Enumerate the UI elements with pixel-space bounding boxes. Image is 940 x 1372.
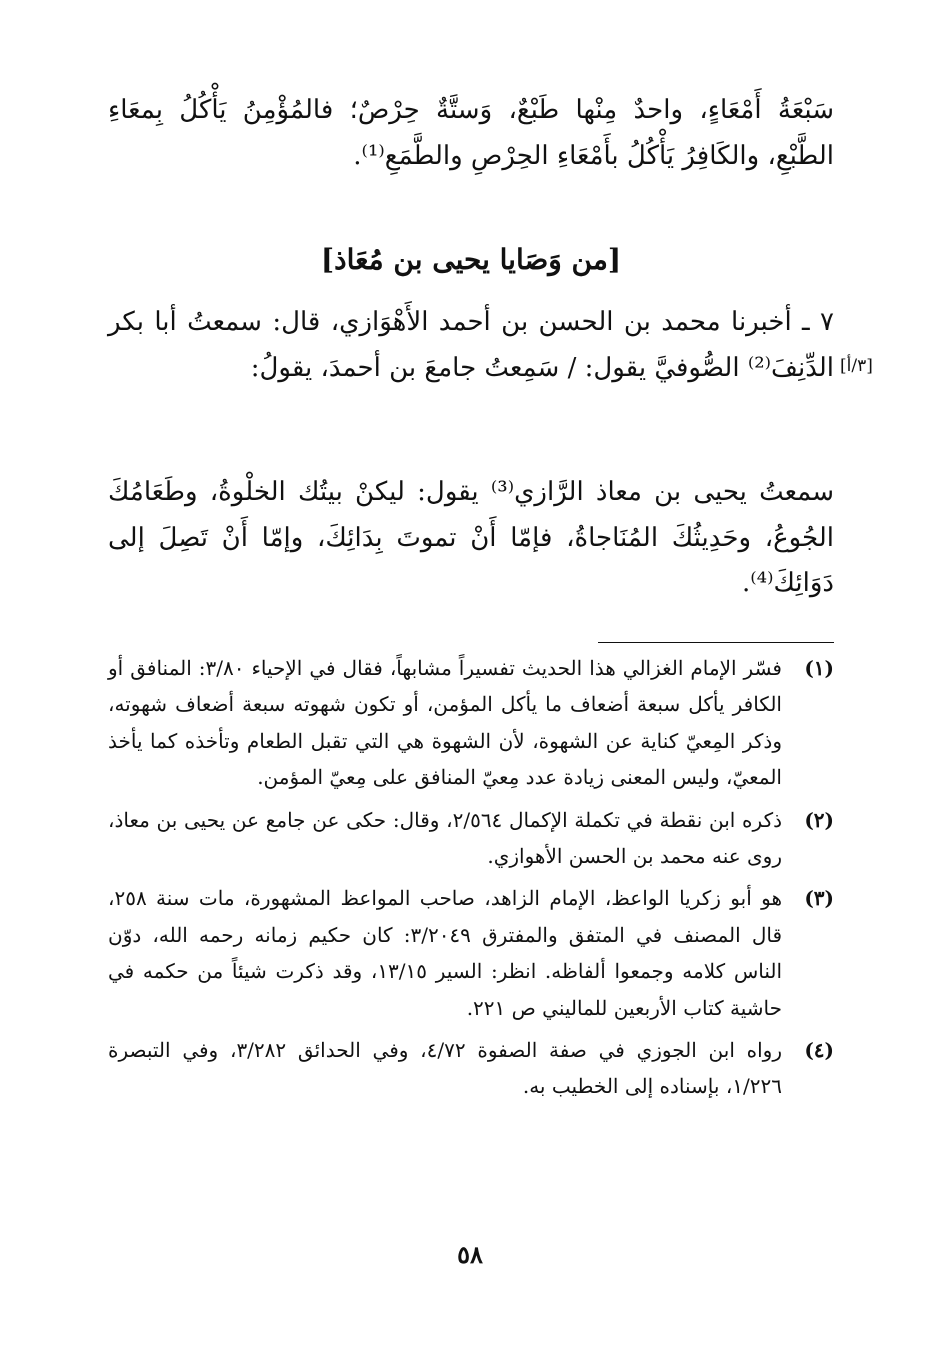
- footnote-1: [108, 650, 834, 796]
- footnote-text: رواه ابن الجوزي في صفة الصفوة ٤/٧٢، وفي الحدائق ٣/٢٨٢، وفي التبصرة ١/٢٢٦، بإسناده إلى الخطيب به.: [108, 1037, 782, 1099]
- footnote-number: (١): [804, 656, 834, 680]
- footnotes: [108, 650, 834, 1111]
- body-paragraph-1: سَبْعَةُ أَمْعَاءٍ، واحدٌ مِنْها طَبْعٌ، وَستَّةٌ حِرْصٌ؛ فالمُؤْمِنُ يَأْكُلُ بِمعَاءِ الطَّبْعِ، والكَافِرُ يَأْكُلُ بأَمْعَاءِ الحِرْصِ والطَّمَعِ⁽¹⁾.: [108, 95, 834, 171]
- section-heading: [من وَصَايا يحيى بن مُعَاذ]: [320, 243, 622, 276]
- margin-reference: [٣/أ]: [840, 356, 873, 376]
- body-paragraph-3: سمعتُ يحيى بن معاذ الرَّازي⁽³⁾ يقول: ليكنْ بيتُك الخلْوةُ، وطَعَامُكَ الجُوعُ، وحَدِيثُكَ المُنَاجاةُ، فإمّا أَنْ تموتَ بِدَائِكَ، وإمّا أَنْ تَصِلَ إلى دَوَائِكَ⁽⁴⁾.: [108, 477, 834, 598]
- body-paragraph-2: ٧ ـ أخبرنا محمد بن الحسن بن أحمد الأَهْوَازي، قال: سمعتُ أبا بكر الدِّنِفَ⁽²⁾ الصُّوفيَّ يقول: / سَمِعتُ جامعَ بن أحمدَ، يقولُ:: [108, 307, 834, 383]
- footnote-2: [108, 802, 834, 875]
- footnote-number: (٣): [804, 886, 834, 911]
- footnote-3: [108, 880, 834, 1026]
- footnote-4: [108, 1032, 834, 1105]
- footnote-number: (٤): [804, 1037, 834, 1062]
- footnote-text: فسّر الإمام الغزالي هذا الحديث تفسيراً مشابهاً، فقال في الإحياء ٣/٨٠: المنافق أو الكافر يأكل سبعة أضعاف ما يأكل المؤمن، أو تكون شهوته سبعة أضعاف شهوته، وذكر المِعيّ كناية عن الشهوة، لأن الشهوة هي التي تقبل الطعام وتأخذه كما يأخذ المعيّ، وليس المعنى زيادة عدد مِعيّ المنافق على مِعيّ المؤمن.: [108, 656, 782, 790]
- footnote-text: ذكره ابن نقطة في تكملة الإكمال ٢/٥٦٤، وقال: حكى عن جامع عن يحيى بن معاذ، روى عنه محمد بن الحسن الأهوازي.: [108, 807, 782, 868]
- footnote-number: (٢): [804, 807, 834, 832]
- footnote-separator: [598, 642, 834, 643]
- page-number: ٥٨: [457, 1240, 483, 1269]
- footnote-text: هو أبو زكريا الواعظ، الإمام الزاهد، صاحب المواعظ المشهورة، مات سنة ٢٥٨، قال المصنف في المتفق والمفترق ٣/٢٠٤٩: كان حكيم زمانه رحمه الله، دوّن الناس كلامه وجمعوا ألفاظه. انظر: السير ١٣/١٥، وقد ذكرت شيئاً من حكمه في حاشية كتاب الأربعين للماليني ص ٢٢١.: [108, 886, 783, 1020]
